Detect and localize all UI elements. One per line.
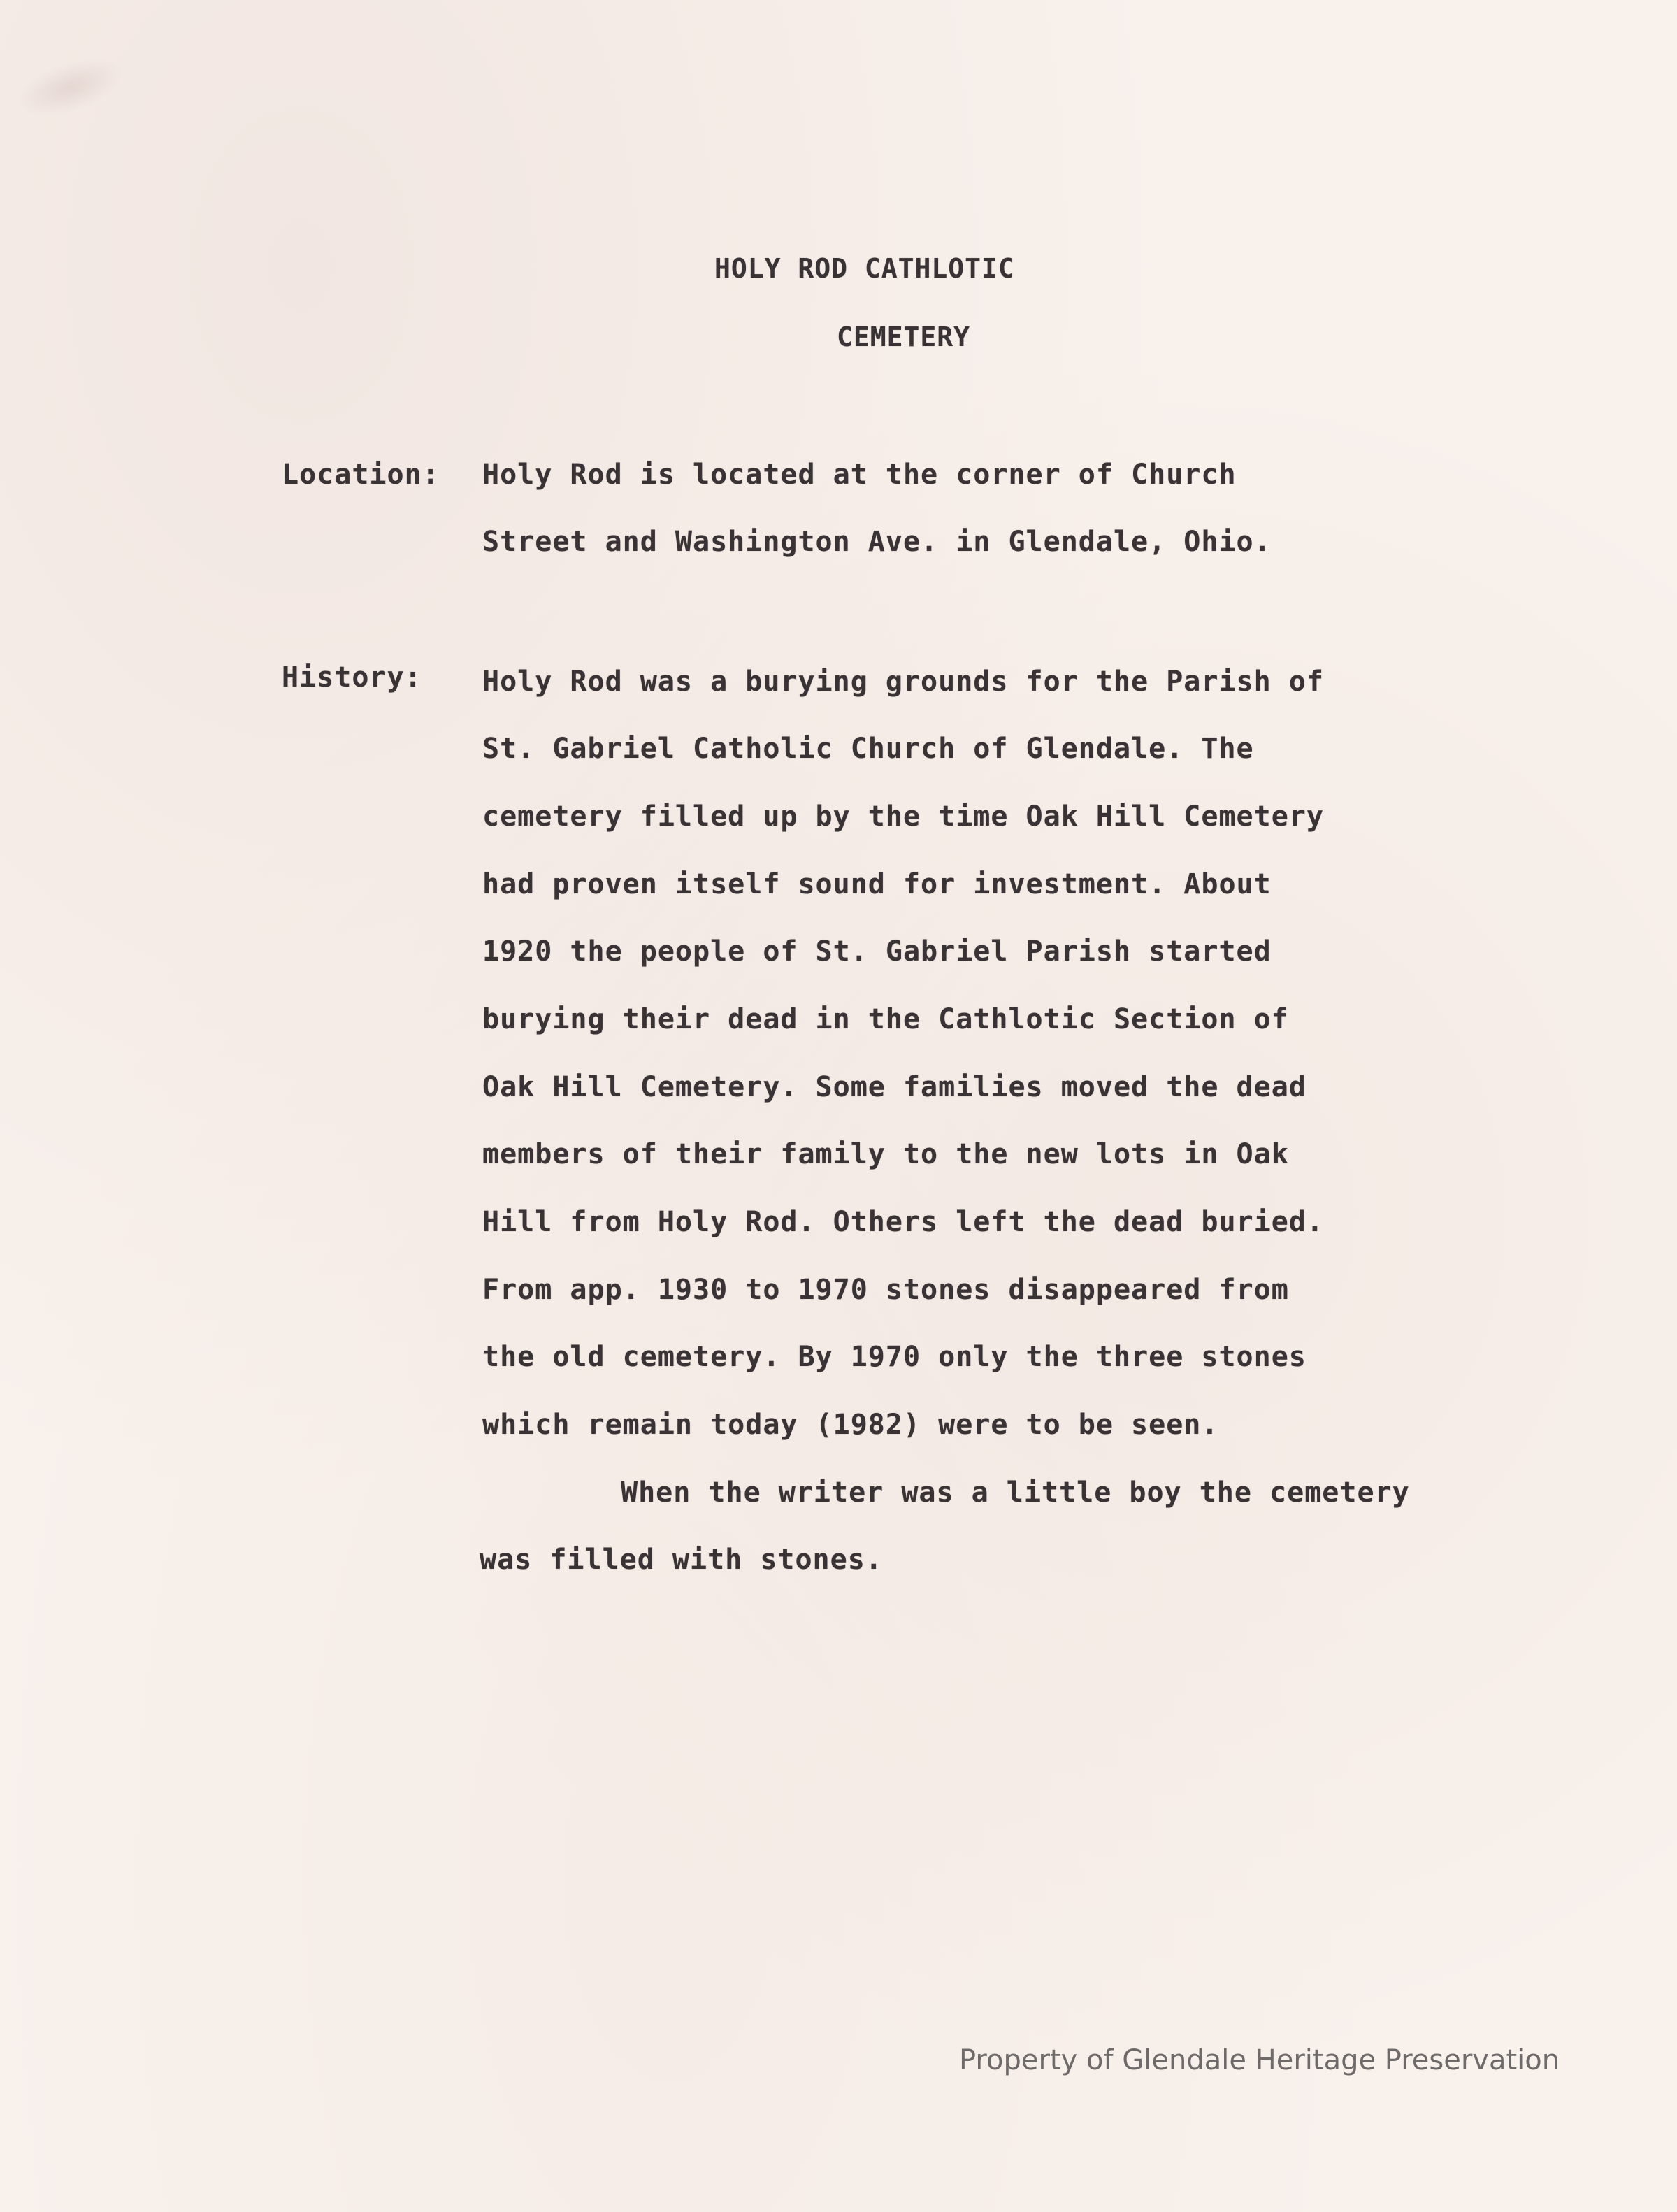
history-line: From app. 1930 to 1970 stones disappeared from xyxy=(482,1274,1289,1306)
location-label: Location: xyxy=(282,459,440,491)
history-line: cemetery filled up by the time Oak Hill Cemetery xyxy=(482,800,1324,833)
history-line: Hill from Holy Rod. Others left the dead buried. xyxy=(482,1206,1324,1238)
paper-smudge xyxy=(9,47,131,128)
history-line: Oak Hill Cemetery. Some families moved the dead xyxy=(482,1071,1307,1103)
history-line: had proven itself sound for investment. About xyxy=(482,868,1272,900)
history-line: Holy Rod was a burying grounds for the Parish of xyxy=(482,666,1324,698)
location-line: Street and Washington Ave. in Glendale, Ohio. xyxy=(482,526,1272,558)
location-line: Holy Rod is located at the corner of Church xyxy=(482,459,1237,491)
title-line-2: CEMETERY xyxy=(837,322,971,352)
history-line: St. Gabriel Catholic Church of Glendale. The xyxy=(482,733,1254,765)
history-line: which remain today (1982) were to be seen. xyxy=(482,1409,1219,1441)
history-paragraph2-line: was filled with stones. xyxy=(480,1544,883,1576)
history-line: burying their dead in the Cathlotic Section of xyxy=(482,1003,1289,1035)
watermark-text: Property of Glendale Heritage Preservation xyxy=(959,2044,1560,2076)
history-paragraph2-line: When the writer was a little boy the cemetery xyxy=(621,1477,1410,1509)
history-line: 1920 the people of St. Gabriel Parish started xyxy=(482,935,1272,968)
history-label: History: xyxy=(282,661,422,694)
history-line: the old cemetery. By 1970 only the three stones xyxy=(482,1341,1307,1373)
title-line-1: HOLY ROD CATHLOTIC xyxy=(714,253,1015,284)
history-line: members of their family to the new lots in Oak xyxy=(482,1138,1289,1170)
